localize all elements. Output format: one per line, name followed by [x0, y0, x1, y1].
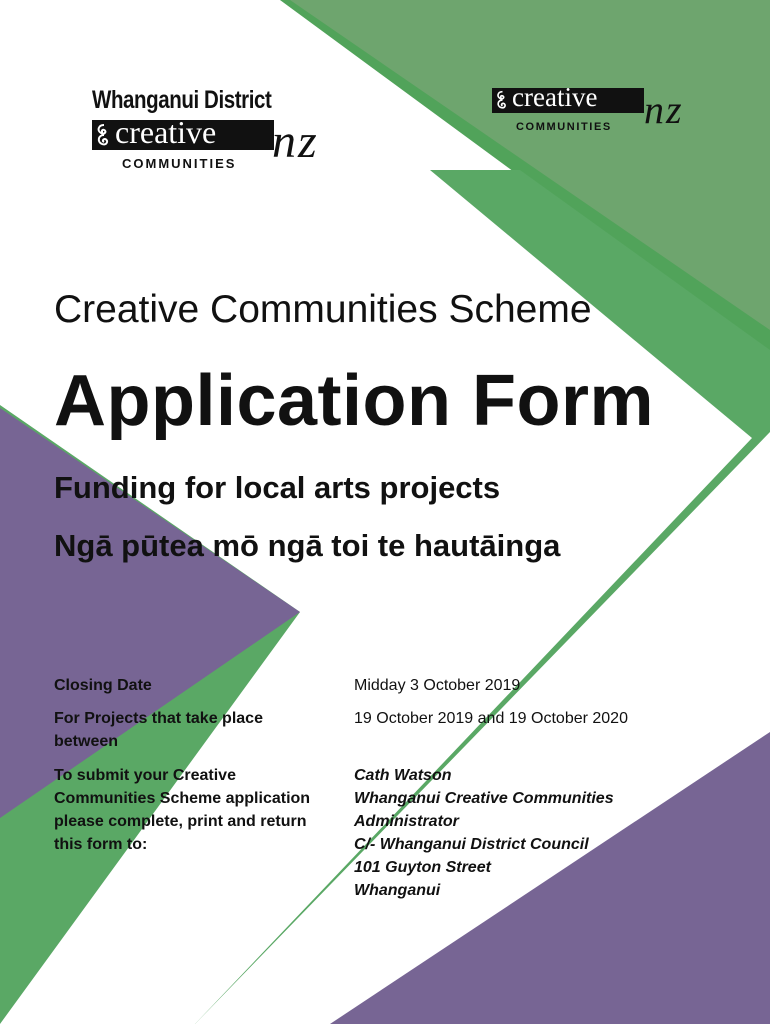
project-period-label: For Projects that take place between [54, 710, 263, 750]
address-line: Cath Watson [354, 767, 452, 784]
logo-communities-text: COMMUNITIES [122, 156, 237, 171]
subtitle-english: Funding for local arts projects [54, 470, 501, 505]
creative-nz-communities-logo [492, 82, 732, 148]
address-line: Whanganui [354, 882, 441, 899]
logo-district-text: Whanganui District [92, 86, 272, 114]
logo-nz-text: nz [272, 115, 319, 168]
scheme-title: Creative Communities Scheme [54, 288, 592, 331]
logo-creative-word: creative [115, 114, 217, 150]
logo-creative-box-secondary [492, 82, 644, 113]
closing-date-value: Midday 3 October 2019 [354, 677, 521, 694]
logo-communities-text-secondary: COMMUNITIES [516, 121, 612, 133]
address-line: Whanganui Creative Communities [354, 790, 614, 807]
address-line: Administrator [354, 813, 459, 830]
subtitle-maori: Ngā pūtea mō ngā toi te hautāinga [54, 528, 561, 563]
logo-nz-text-secondary: nz [644, 87, 684, 132]
submit-instructions: To submit your Creative Communities Scheme application please complete, print and return this form to: [54, 767, 311, 853]
address-line: C/- Whanganui District Council [354, 836, 589, 853]
closing-date-label: Closing Date [54, 677, 152, 694]
form-title: Application Form [54, 361, 654, 441]
project-period-value: 19 October 2019 and 19 October 2020 [354, 710, 628, 727]
koru-icon [95, 123, 113, 147]
whanganui-creative-communities-logo [84, 86, 364, 176]
koru-icon [495, 90, 510, 110]
return-address [354, 764, 714, 902]
logo-creative-word-secondary: creative [512, 82, 598, 112]
address-line: 101 Guyton Street [354, 859, 491, 876]
logo-creative-box [92, 114, 274, 150]
